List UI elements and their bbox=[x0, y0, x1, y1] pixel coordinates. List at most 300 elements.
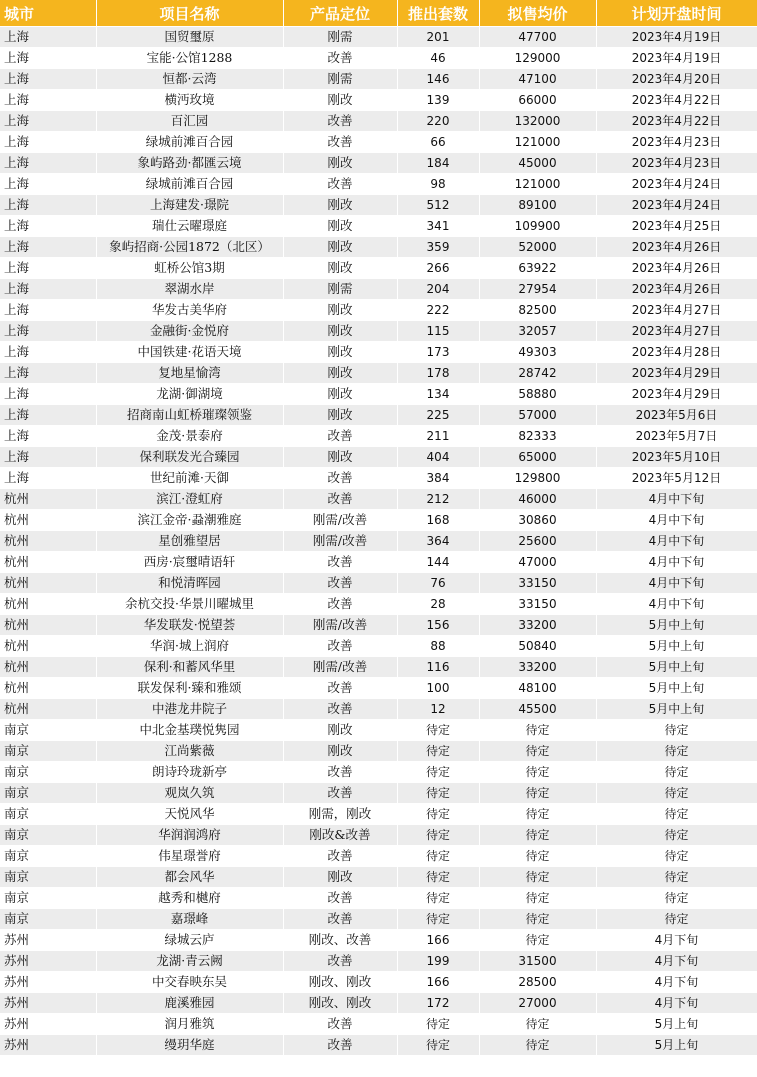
cell-price[interactable]: 109900 bbox=[479, 216, 596, 237]
cell-launch-date[interactable]: 2023年4月24日 bbox=[596, 174, 757, 195]
cell-city[interactable]: 上海 bbox=[0, 468, 96, 489]
cell-city[interactable]: 南京 bbox=[0, 909, 96, 930]
cell-launch-date[interactable]: 2023年4月25日 bbox=[596, 216, 757, 237]
cell-launch-date[interactable]: 2023年4月23日 bbox=[596, 132, 757, 153]
cell-project-name[interactable]: 金茂·景泰府 bbox=[96, 426, 283, 447]
cell-city[interactable]: 苏州 bbox=[0, 972, 96, 993]
cell-positioning[interactable]: 刚改 bbox=[283, 867, 397, 888]
cell-positioning[interactable]: 刚改、刚改 bbox=[283, 993, 397, 1014]
cell-units[interactable]: 211 bbox=[397, 426, 479, 447]
cell-positioning[interactable]: 改善 bbox=[283, 1014, 397, 1035]
cell-price[interactable]: 52000 bbox=[479, 237, 596, 258]
cell-positioning[interactable]: 改善 bbox=[283, 951, 397, 972]
cell-units[interactable]: 139 bbox=[397, 90, 479, 111]
cell-city[interactable]: 上海 bbox=[0, 300, 96, 321]
column-header-city[interactable]: 城市 bbox=[0, 0, 96, 27]
cell-positioning[interactable]: 刚改 bbox=[283, 153, 397, 174]
cell-launch-date[interactable]: 待定 bbox=[596, 909, 757, 930]
cell-positioning[interactable]: 刚改 bbox=[283, 195, 397, 216]
cell-launch-date[interactable]: 2023年4月26日 bbox=[596, 237, 757, 258]
cell-city[interactable]: 苏州 bbox=[0, 993, 96, 1014]
cell-launch-date[interactable]: 待定 bbox=[596, 825, 757, 846]
cell-city[interactable]: 上海 bbox=[0, 27, 96, 48]
cell-units[interactable]: 待定 bbox=[397, 720, 479, 741]
cell-price[interactable]: 33150 bbox=[479, 573, 596, 594]
cell-positioning[interactable]: 刚改 bbox=[283, 90, 397, 111]
cell-price[interactable]: 63922 bbox=[479, 258, 596, 279]
cell-launch-date[interactable]: 2023年4月29日 bbox=[596, 384, 757, 405]
cell-price[interactable]: 待定 bbox=[479, 741, 596, 762]
cell-positioning[interactable]: 刚需/改善 bbox=[283, 657, 397, 678]
cell-city[interactable]: 苏州 bbox=[0, 951, 96, 972]
cell-city[interactable]: 杭州 bbox=[0, 489, 96, 510]
cell-positioning[interactable]: 改善 bbox=[283, 909, 397, 930]
cell-city[interactable]: 上海 bbox=[0, 237, 96, 258]
cell-launch-date[interactable]: 2023年4月20日 bbox=[596, 69, 757, 90]
cell-units[interactable]: 76 bbox=[397, 573, 479, 594]
cell-city[interactable]: 上海 bbox=[0, 195, 96, 216]
cell-units[interactable]: 166 bbox=[397, 930, 479, 951]
cell-launch-date[interactable]: 2023年4月28日 bbox=[596, 342, 757, 363]
cell-units[interactable]: 204 bbox=[397, 279, 479, 300]
column-header-units[interactable]: 推出套数 bbox=[397, 0, 479, 27]
cell-units[interactable]: 341 bbox=[397, 216, 479, 237]
cell-units[interactable]: 359 bbox=[397, 237, 479, 258]
cell-positioning[interactable]: 改善 bbox=[283, 678, 397, 699]
cell-project-name[interactable]: 保利联发光合臻园 bbox=[96, 447, 283, 468]
cell-launch-date[interactable]: 4月中下旬 bbox=[596, 489, 757, 510]
cell-project-name[interactable]: 和悦清晖园 bbox=[96, 573, 283, 594]
cell-project-name[interactable]: 华发古美华府 bbox=[96, 300, 283, 321]
cell-positioning[interactable]: 刚改 bbox=[283, 216, 397, 237]
cell-launch-date[interactable]: 待定 bbox=[596, 762, 757, 783]
cell-positioning[interactable]: 刚改 bbox=[283, 720, 397, 741]
cell-project-name[interactable]: 象屿招商·公园1872（北区） bbox=[96, 237, 283, 258]
column-header-project-name[interactable]: 项目名称 bbox=[96, 0, 283, 27]
cell-positioning[interactable]: 刚需 bbox=[283, 69, 397, 90]
cell-price[interactable]: 32057 bbox=[479, 321, 596, 342]
cell-units[interactable] bbox=[397, 1056, 479, 1077]
cell-positioning[interactable]: 刚改 bbox=[283, 342, 397, 363]
cell-price[interactable]: 66000 bbox=[479, 90, 596, 111]
cell-positioning[interactable]: 改善 bbox=[283, 552, 397, 573]
cell-project-name[interactable]: 余杭交投·华景川曜城里 bbox=[96, 594, 283, 615]
cell-positioning[interactable]: 刚改、刚改 bbox=[283, 972, 397, 993]
cell-city[interactable]: 杭州 bbox=[0, 699, 96, 720]
cell-launch-date[interactable]: 2023年4月19日 bbox=[596, 27, 757, 48]
cell-positioning[interactable]: 刚需 bbox=[283, 279, 397, 300]
cell-project-name[interactable]: 观岚久筑 bbox=[96, 783, 283, 804]
cell-positioning[interactable]: 刚改 bbox=[283, 237, 397, 258]
cell-price[interactable]: 30860 bbox=[479, 510, 596, 531]
cell-launch-date[interactable]: 2023年4月22日 bbox=[596, 111, 757, 132]
cell-city[interactable]: 上海 bbox=[0, 111, 96, 132]
cell-project-name[interactable]: 绿城前滩百合园 bbox=[96, 132, 283, 153]
cell-price[interactable]: 待定 bbox=[479, 720, 596, 741]
cell-project-name[interactable]: 象屿路劲·都匯云境 bbox=[96, 153, 283, 174]
cell-project-name[interactable]: 龙湖·青云阙 bbox=[96, 951, 283, 972]
cell-positioning[interactable]: 改善 bbox=[283, 468, 397, 489]
cell-launch-date[interactable]: 待定 bbox=[596, 867, 757, 888]
cell-launch-date[interactable]: 待定 bbox=[596, 720, 757, 741]
cell-units[interactable]: 404 bbox=[397, 447, 479, 468]
cell-units[interactable]: 178 bbox=[397, 363, 479, 384]
cell-units[interactable]: 待定 bbox=[397, 783, 479, 804]
cell-project-name[interactable]: 保利·和蓄风华里 bbox=[96, 657, 283, 678]
cell-city[interactable]: 上海 bbox=[0, 258, 96, 279]
cell-project-name[interactable]: 百汇园 bbox=[96, 111, 283, 132]
cell-positioning[interactable]: 改善 bbox=[283, 132, 397, 153]
cell-units[interactable]: 168 bbox=[397, 510, 479, 531]
cell-city[interactable]: 上海 bbox=[0, 69, 96, 90]
column-header-positioning[interactable]: 产品定位 bbox=[283, 0, 397, 27]
cell-units[interactable]: 待定 bbox=[397, 867, 479, 888]
cell-launch-date[interactable]: 2023年4月27日 bbox=[596, 300, 757, 321]
cell-project-name[interactable]: 世纪前滩·天御 bbox=[96, 468, 283, 489]
cell-units[interactable]: 199 bbox=[397, 951, 479, 972]
cell-price[interactable]: 82333 bbox=[479, 426, 596, 447]
cell-price[interactable]: 待定 bbox=[479, 783, 596, 804]
cell-launch-date[interactable]: 5月中上旬 bbox=[596, 615, 757, 636]
cell-launch-date[interactable]: 待定 bbox=[596, 741, 757, 762]
cell-units[interactable]: 220 bbox=[397, 111, 479, 132]
cell-positioning[interactable]: 刚改 bbox=[283, 741, 397, 762]
cell-units[interactable]: 172 bbox=[397, 993, 479, 1014]
cell-price[interactable]: 47700 bbox=[479, 27, 596, 48]
cell-city[interactable]: 上海 bbox=[0, 153, 96, 174]
cell-project-name[interactable]: 复地星愉湾 bbox=[96, 363, 283, 384]
cell-city[interactable]: 杭州 bbox=[0, 510, 96, 531]
cell-project-name[interactable] bbox=[96, 1056, 283, 1077]
cell-launch-date[interactable]: 5月上旬 bbox=[596, 1035, 757, 1056]
cell-units[interactable]: 28 bbox=[397, 594, 479, 615]
cell-city[interactable]: 上海 bbox=[0, 174, 96, 195]
cell-price[interactable]: 待定 bbox=[479, 762, 596, 783]
cell-positioning[interactable]: 改善 bbox=[283, 489, 397, 510]
cell-city[interactable]: 上海 bbox=[0, 90, 96, 111]
cell-price[interactable]: 89100 bbox=[479, 195, 596, 216]
cell-launch-date[interactable]: 2023年5月12日 bbox=[596, 468, 757, 489]
cell-launch-date[interactable]: 4月中下旬 bbox=[596, 594, 757, 615]
cell-positioning[interactable]: 改善 bbox=[283, 846, 397, 867]
cell-units[interactable]: 266 bbox=[397, 258, 479, 279]
cell-city[interactable]: 上海 bbox=[0, 342, 96, 363]
cell-project-name[interactable]: 金融街·金悦府 bbox=[96, 321, 283, 342]
cell-price[interactable]: 25600 bbox=[479, 531, 596, 552]
cell-price[interactable]: 47100 bbox=[479, 69, 596, 90]
cell-positioning[interactable]: 刚需/改善 bbox=[283, 510, 397, 531]
cell-launch-date[interactable]: 2023年4月27日 bbox=[596, 321, 757, 342]
cell-city[interactable]: 上海 bbox=[0, 216, 96, 237]
cell-units[interactable]: 待定 bbox=[397, 888, 479, 909]
cell-launch-date[interactable]: 2023年4月23日 bbox=[596, 153, 757, 174]
cell-price[interactable]: 33200 bbox=[479, 657, 596, 678]
cell-price[interactable]: 121000 bbox=[479, 174, 596, 195]
cell-units[interactable]: 364 bbox=[397, 531, 479, 552]
cell-city[interactable]: 南京 bbox=[0, 804, 96, 825]
cell-units[interactable]: 512 bbox=[397, 195, 479, 216]
cell-price[interactable]: 待定 bbox=[479, 867, 596, 888]
cell-positioning[interactable]: 刚改 bbox=[283, 384, 397, 405]
cell-price[interactable]: 46000 bbox=[479, 489, 596, 510]
cell-positioning[interactable]: 刚需，刚改 bbox=[283, 804, 397, 825]
cell-positioning[interactable]: 刚改 bbox=[283, 405, 397, 426]
cell-units[interactable]: 待定 bbox=[397, 825, 479, 846]
cell-city[interactable] bbox=[0, 1056, 96, 1077]
cell-project-name[interactable]: 中国铁建·花语天境 bbox=[96, 342, 283, 363]
cell-city[interactable]: 上海 bbox=[0, 279, 96, 300]
cell-city[interactable]: 杭州 bbox=[0, 573, 96, 594]
cell-launch-date[interactable]: 待定 bbox=[596, 783, 757, 804]
cell-project-name[interactable]: 绿城云庐 bbox=[96, 930, 283, 951]
cell-price[interactable]: 50840 bbox=[479, 636, 596, 657]
cell-price[interactable]: 27954 bbox=[479, 279, 596, 300]
cell-launch-date[interactable]: 待定 bbox=[596, 846, 757, 867]
cell-project-name[interactable]: 华发联发·悦望荟 bbox=[96, 615, 283, 636]
cell-positioning[interactable]: 刚改、改善 bbox=[283, 930, 397, 951]
cell-launch-date[interactable]: 4月下旬 bbox=[596, 951, 757, 972]
cell-positioning[interactable]: 刚改&改善 bbox=[283, 825, 397, 846]
cell-price[interactable]: 49303 bbox=[479, 342, 596, 363]
cell-launch-date[interactable]: 待定 bbox=[596, 804, 757, 825]
cell-city[interactable]: 杭州 bbox=[0, 657, 96, 678]
cell-launch-date[interactable]: 2023年5月10日 bbox=[596, 447, 757, 468]
cell-price[interactable]: 47000 bbox=[479, 552, 596, 573]
cell-project-name[interactable]: 翠湖水岸 bbox=[96, 279, 283, 300]
cell-positioning[interactable]: 改善 bbox=[283, 1035, 397, 1056]
cell-units[interactable]: 146 bbox=[397, 69, 479, 90]
cell-price[interactable]: 65000 bbox=[479, 447, 596, 468]
cell-units[interactable]: 待定 bbox=[397, 804, 479, 825]
cell-city[interactable]: 上海 bbox=[0, 426, 96, 447]
cell-project-name[interactable]: 中北金基璞悦隽园 bbox=[96, 720, 283, 741]
cell-positioning[interactable]: 刚需/改善 bbox=[283, 531, 397, 552]
cell-price[interactable]: 待定 bbox=[479, 930, 596, 951]
cell-price[interactable]: 58880 bbox=[479, 384, 596, 405]
cell-price[interactable]: 待定 bbox=[479, 1014, 596, 1035]
cell-project-name[interactable]: 滨江·澄虹府 bbox=[96, 489, 283, 510]
cell-launch-date[interactable]: 待定 bbox=[596, 888, 757, 909]
cell-launch-date[interactable]: 2023年4月26日 bbox=[596, 279, 757, 300]
cell-launch-date[interactable]: 4月中下旬 bbox=[596, 552, 757, 573]
cell-city[interactable]: 上海 bbox=[0, 363, 96, 384]
cell-project-name[interactable]: 龙湖·御湖境 bbox=[96, 384, 283, 405]
cell-city[interactable]: 南京 bbox=[0, 762, 96, 783]
cell-price[interactable]: 28500 bbox=[479, 972, 596, 993]
cell-city[interactable]: 上海 bbox=[0, 384, 96, 405]
cell-units[interactable]: 173 bbox=[397, 342, 479, 363]
cell-launch-date[interactable]: 2023年4月22日 bbox=[596, 90, 757, 111]
cell-price[interactable]: 27000 bbox=[479, 993, 596, 1014]
cell-positioning[interactable]: 刚需/改善 bbox=[283, 615, 397, 636]
cell-launch-date[interactable] bbox=[596, 1056, 757, 1077]
cell-positioning[interactable]: 改善 bbox=[283, 888, 397, 909]
cell-positioning[interactable]: 改善 bbox=[283, 111, 397, 132]
cell-price[interactable]: 33200 bbox=[479, 615, 596, 636]
cell-price[interactable]: 33150 bbox=[479, 594, 596, 615]
cell-price[interactable]: 待定 bbox=[479, 825, 596, 846]
cell-project-name[interactable]: 华润润鸿府 bbox=[96, 825, 283, 846]
cell-launch-date[interactable]: 2023年4月24日 bbox=[596, 195, 757, 216]
cell-units[interactable]: 222 bbox=[397, 300, 479, 321]
cell-units[interactable]: 待定 bbox=[397, 762, 479, 783]
cell-launch-date[interactable]: 5月中上旬 bbox=[596, 657, 757, 678]
cell-city[interactable]: 杭州 bbox=[0, 636, 96, 657]
cell-units[interactable]: 待定 bbox=[397, 1035, 479, 1056]
cell-project-name[interactable]: 华润·城上润府 bbox=[96, 636, 283, 657]
cell-positioning[interactable]: 改善 bbox=[283, 699, 397, 720]
cell-positioning[interactable]: 刚改 bbox=[283, 258, 397, 279]
cell-units[interactable]: 212 bbox=[397, 489, 479, 510]
cell-city[interactable]: 杭州 bbox=[0, 594, 96, 615]
cell-city[interactable]: 杭州 bbox=[0, 678, 96, 699]
column-header-launch-date[interactable]: 计划开盘时间 bbox=[596, 0, 757, 27]
cell-price[interactable]: 132000 bbox=[479, 111, 596, 132]
cell-positioning[interactable]: 改善 bbox=[283, 636, 397, 657]
cell-city[interactable]: 上海 bbox=[0, 405, 96, 426]
cell-units[interactable]: 98 bbox=[397, 174, 479, 195]
cell-units[interactable]: 384 bbox=[397, 468, 479, 489]
cell-city[interactable]: 上海 bbox=[0, 132, 96, 153]
cell-project-name[interactable]: 朗诗玲珑新亭 bbox=[96, 762, 283, 783]
cell-city[interactable]: 上海 bbox=[0, 48, 96, 69]
cell-project-name[interactable]: 嘉璟峰 bbox=[96, 909, 283, 930]
cell-units[interactable]: 待定 bbox=[397, 1014, 479, 1035]
cell-positioning[interactable]: 刚需 bbox=[283, 27, 397, 48]
cell-launch-date[interactable]: 4月中下旬 bbox=[596, 573, 757, 594]
cell-launch-date[interactable]: 4月中下旬 bbox=[596, 510, 757, 531]
cell-launch-date[interactable]: 2023年5月6日 bbox=[596, 405, 757, 426]
cell-project-name[interactable]: 招商南山虹桥璀璨领鉴 bbox=[96, 405, 283, 426]
cell-positioning[interactable]: 改善 bbox=[283, 594, 397, 615]
cell-project-name[interactable]: 瑞仕云曜璟庭 bbox=[96, 216, 283, 237]
cell-launch-date[interactable]: 4月中下旬 bbox=[596, 531, 757, 552]
cell-project-name[interactable]: 鹿溪雅园 bbox=[96, 993, 283, 1014]
cell-units[interactable]: 100 bbox=[397, 678, 479, 699]
cell-launch-date[interactable]: 5月中上旬 bbox=[596, 636, 757, 657]
cell-city[interactable]: 上海 bbox=[0, 321, 96, 342]
cell-positioning[interactable]: 改善 bbox=[283, 426, 397, 447]
cell-project-name[interactable]: 绿城前滩百合园 bbox=[96, 174, 283, 195]
cell-city[interactable]: 杭州 bbox=[0, 531, 96, 552]
cell-launch-date[interactable]: 5月上旬 bbox=[596, 1014, 757, 1035]
cell-project-name[interactable]: 伟星璟誉府 bbox=[96, 846, 283, 867]
cell-positioning[interactable]: 改善 bbox=[283, 174, 397, 195]
cell-positioning[interactable]: 改善 bbox=[283, 762, 397, 783]
cell-units[interactable]: 134 bbox=[397, 384, 479, 405]
cell-price[interactable]: 待定 bbox=[479, 909, 596, 930]
cell-units[interactable]: 12 bbox=[397, 699, 479, 720]
cell-price[interactable]: 129000 bbox=[479, 48, 596, 69]
cell-launch-date[interactable]: 4月下旬 bbox=[596, 972, 757, 993]
cell-price[interactable]: 48100 bbox=[479, 678, 596, 699]
cell-project-name[interactable]: 都会风华 bbox=[96, 867, 283, 888]
cell-launch-date[interactable]: 2023年4月26日 bbox=[596, 258, 757, 279]
cell-project-name[interactable]: 宝能·公馆1288 bbox=[96, 48, 283, 69]
cell-launch-date[interactable]: 2023年4月29日 bbox=[596, 363, 757, 384]
cell-units[interactable]: 115 bbox=[397, 321, 479, 342]
cell-positioning[interactable] bbox=[283, 1056, 397, 1077]
cell-units[interactable]: 156 bbox=[397, 615, 479, 636]
cell-positioning[interactable]: 刚改 bbox=[283, 300, 397, 321]
cell-city[interactable]: 苏州 bbox=[0, 930, 96, 951]
cell-positioning[interactable]: 改善 bbox=[283, 573, 397, 594]
cell-units[interactable]: 184 bbox=[397, 153, 479, 174]
cell-project-name[interactable]: 星创雅望居 bbox=[96, 531, 283, 552]
cell-project-name[interactable]: 国贸璽原 bbox=[96, 27, 283, 48]
cell-project-name[interactable]: 西房·宸璽晴语轩 bbox=[96, 552, 283, 573]
cell-units[interactable]: 201 bbox=[397, 27, 479, 48]
cell-project-name[interactable]: 越秀和樾府 bbox=[96, 888, 283, 909]
cell-units[interactable]: 225 bbox=[397, 405, 479, 426]
cell-city[interactable]: 南京 bbox=[0, 720, 96, 741]
cell-price[interactable]: 待定 bbox=[479, 1035, 596, 1056]
cell-project-name[interactable]: 缦玥华庭 bbox=[96, 1035, 283, 1056]
cell-price[interactable]: 121000 bbox=[479, 132, 596, 153]
cell-project-name[interactable]: 上海建发·璟院 bbox=[96, 195, 283, 216]
cell-launch-date[interactable]: 5月中上旬 bbox=[596, 699, 757, 720]
cell-positioning[interactable]: 改善 bbox=[283, 48, 397, 69]
cell-project-name[interactable]: 联发保利·臻和雅颂 bbox=[96, 678, 283, 699]
cell-units[interactable]: 116 bbox=[397, 657, 479, 678]
cell-project-name[interactable]: 中港龙井院子 bbox=[96, 699, 283, 720]
cell-positioning[interactable]: 刚改 bbox=[283, 447, 397, 468]
cell-city[interactable]: 苏州 bbox=[0, 1035, 96, 1056]
cell-launch-date[interactable]: 5月中上旬 bbox=[596, 678, 757, 699]
cell-units[interactable]: 88 bbox=[397, 636, 479, 657]
cell-launch-date[interactable]: 4月下旬 bbox=[596, 930, 757, 951]
cell-city[interactable]: 苏州 bbox=[0, 1014, 96, 1035]
cell-price[interactable]: 待定 bbox=[479, 846, 596, 867]
cell-project-name[interactable]: 虹桥公馆3期 bbox=[96, 258, 283, 279]
cell-project-name[interactable]: 中交春映东吴 bbox=[96, 972, 283, 993]
cell-project-name[interactable]: 横沔玫境 bbox=[96, 90, 283, 111]
cell-launch-date[interactable]: 2023年4月19日 bbox=[596, 48, 757, 69]
cell-price[interactable]: 待定 bbox=[479, 804, 596, 825]
cell-project-name[interactable]: 润月雅筑 bbox=[96, 1014, 283, 1035]
cell-city[interactable]: 上海 bbox=[0, 447, 96, 468]
cell-units[interactable]: 144 bbox=[397, 552, 479, 573]
cell-price[interactable]: 28742 bbox=[479, 363, 596, 384]
cell-price[interactable]: 57000 bbox=[479, 405, 596, 426]
cell-city[interactable]: 南京 bbox=[0, 867, 96, 888]
cell-project-name[interactable]: 江尚紫薇 bbox=[96, 741, 283, 762]
cell-positioning[interactable]: 刚改 bbox=[283, 321, 397, 342]
cell-units[interactable]: 待定 bbox=[397, 846, 479, 867]
cell-city[interactable]: 南京 bbox=[0, 825, 96, 846]
cell-units[interactable]: 46 bbox=[397, 48, 479, 69]
cell-price[interactable]: 82500 bbox=[479, 300, 596, 321]
cell-units[interactable]: 待定 bbox=[397, 909, 479, 930]
cell-price[interactable]: 31500 bbox=[479, 951, 596, 972]
cell-units[interactable]: 166 bbox=[397, 972, 479, 993]
cell-project-name[interactable]: 恒都·云湾 bbox=[96, 69, 283, 90]
cell-launch-date[interactable]: 2023年5月7日 bbox=[596, 426, 757, 447]
cell-price[interactable]: 45500 bbox=[479, 699, 596, 720]
cell-city[interactable]: 南京 bbox=[0, 846, 96, 867]
cell-positioning[interactable]: 改善 bbox=[283, 783, 397, 804]
column-header-price[interactable]: 拟售均价 bbox=[479, 0, 596, 27]
cell-project-name[interactable]: 滨江金帝·蝨潮雅庭 bbox=[96, 510, 283, 531]
cell-units[interactable]: 待定 bbox=[397, 741, 479, 762]
cell-price[interactable]: 待定 bbox=[479, 888, 596, 909]
cell-city[interactable]: 南京 bbox=[0, 888, 96, 909]
cell-city[interactable]: 杭州 bbox=[0, 552, 96, 573]
cell-city[interactable]: 南京 bbox=[0, 741, 96, 762]
cell-price[interactable] bbox=[479, 1056, 596, 1077]
cell-project-name[interactable]: 天悦风华 bbox=[96, 804, 283, 825]
cell-price[interactable]: 129800 bbox=[479, 468, 596, 489]
